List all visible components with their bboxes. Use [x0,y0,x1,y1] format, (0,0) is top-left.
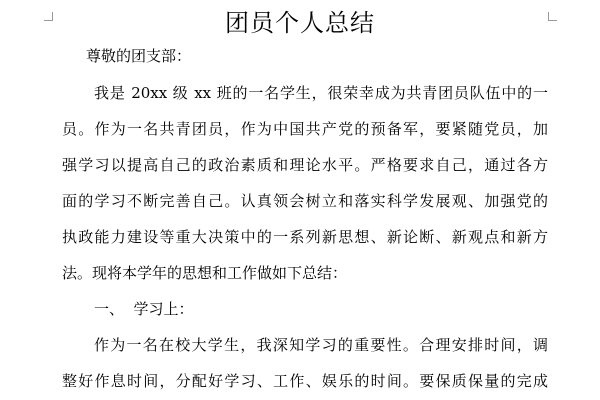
paragraph-line: 我是 20xx 级 xx 班的一名学生，很荣幸成为共青团员队伍中的一 [94,84,548,102]
document-title: 团员个人总结 [225,9,375,37]
paragraph-line: 员。作为一名共青团员，作为中国共产党的预备军，要紧随党员，加 [62,120,548,138]
paragraph-line: 作为一名在校大学生，我深知学习的重要性。合理安排时间，调 [94,336,548,354]
section-heading: 一、 学习上： [94,300,194,318]
paragraph-line: 执政能力建设等重大决策中的一系列新思想、新论断、新观点和新方 [62,228,548,246]
paragraph-line: 面的学习不断完善自己。认真领会树立和落实科学发展观、加强党的 [62,192,548,210]
paragraph-line: 强学习以提高自己的政治素质和理论水平。严格要求自己，通过各方 [62,156,548,174]
paragraph-line: 整好作息时间，分配好学习、工作、娱乐的时间。要保质保量的完成 [62,372,548,390]
salutation: 尊敬的团支部： [86,47,192,65]
paragraph-line: 法。现将本学年的思想和工作做如下总结： [62,264,348,282]
